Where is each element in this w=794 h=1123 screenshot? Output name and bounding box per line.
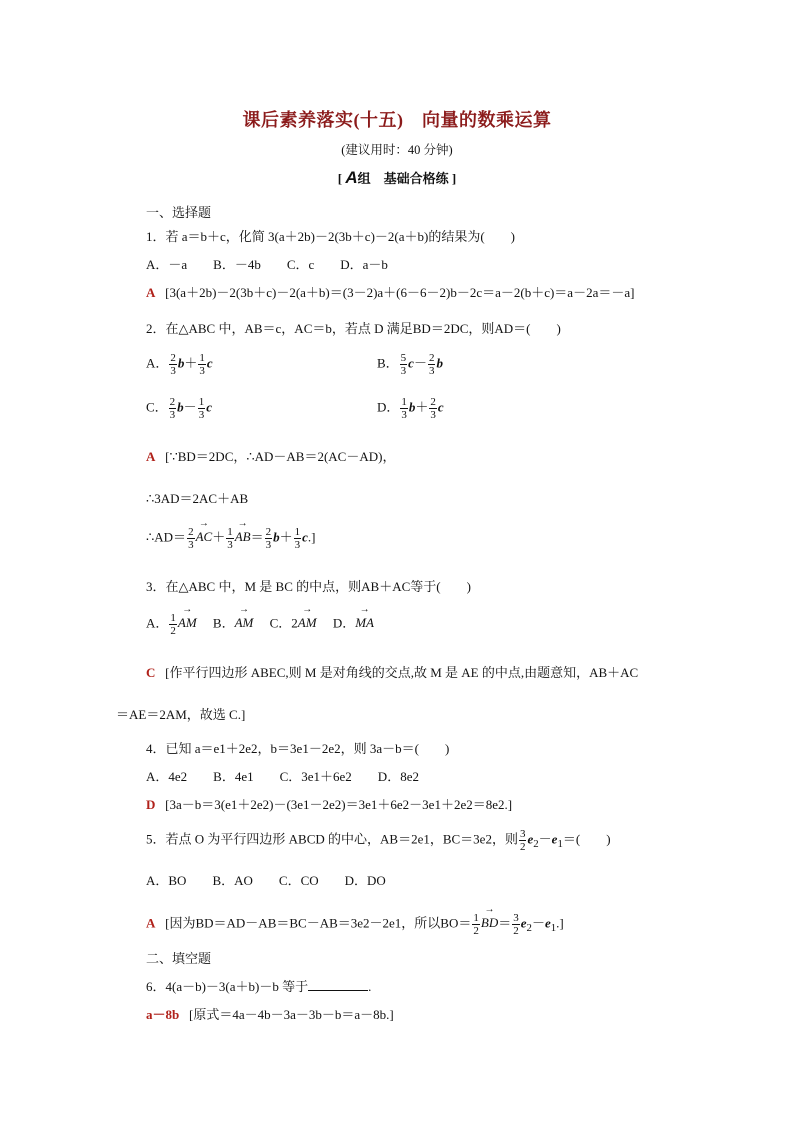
- page-title: 课后素养落实(十五) 向量的数乘运算: [242, 110, 552, 130]
- q3-options: A． $\frac{1}{2}$ → AM B．→ AM C．2→ AM D．→ MA: [146, 612, 374, 637]
- q4-options: A．4e2 B．4e1 C．3e1＋6e2 D．8e2: [146, 769, 419, 784]
- q2-option-b: B． $\frac{5}{3}$ c－ $\frac{2}{3}$ b: [377, 352, 443, 377]
- q4-stem: 4．已知 a＝e1＋2e2，b＝3e1－2e2，则 3a－b＝( ): [146, 741, 450, 756]
- q1-stem: 1．若 a＝b＋c，化简 3(a＋2b)－2(3b＋c)－2(a＋b)的结果为( ): [146, 229, 515, 244]
- q1-answer: A: [146, 285, 156, 300]
- q4-answer: D: [146, 797, 156, 812]
- q2-solution-line1: A [∵BD＝2DC，∴AD－AB＝2(AC－AD)，: [146, 449, 396, 464]
- section-choice: 一、选择题: [146, 205, 212, 220]
- group-heading: [ A组 基础合格练 ]: [337, 168, 457, 187]
- q5-solution: A [因为BD＝AD－AB＝BC－AB＝3e2－2e1，所以BO＝ $\frac{1}{2}$ → BD＝ $\frac{3}{2}$ $e_2-e_1$.]: [146, 912, 564, 937]
- q5-answer: A: [146, 915, 156, 931]
- group-label: 组 基础合格练: [357, 171, 449, 186]
- q2-answer: A: [146, 449, 156, 464]
- q1-solution: [146, 282, 634, 301]
- q2-option-d: D． $\frac{1}{3}$ b＋ $\frac{2}{3}$ c: [377, 396, 444, 421]
- suggested-time: (建议用时：40 分钟): [341, 143, 453, 157]
- q2-solution-line3: ∴AD＝ $\frac{2}{3}$ → AC＋ $\frac{1}{3}$ → AB＝ $\frac{2}{3}$ b＋ $\frac{1}{3}$ c.]: [146, 526, 316, 551]
- q2-option-c: C． $\frac{2}{3}$ b－ $\frac{1}{3}$ c: [146, 396, 212, 421]
- q2-stem: 2．在△ABC 中，AB＝c，AC＝b，若点 D 满足BD＝2DC，则AD＝( ): [146, 321, 561, 336]
- q3-solution-line2: ＝AE＝2AM，故选 C.]: [116, 707, 246, 722]
- q1-options: A．－a B．－4b C．c D．a－b: [146, 257, 388, 272]
- q5-stem: 5．若点 O 为平行四边形 ABCD 的中心，AB＝2e1，BC＝3e2，则 $\frac{3}{2}$ $e_2-e_1=$( ): [146, 828, 611, 853]
- q6-answer-blank[interactable]: [308, 990, 368, 991]
- q6-answer: a－8b: [146, 1007, 180, 1022]
- q5-options: A．BO B．AO C．CO D．DO: [146, 873, 386, 888]
- q3-answer: C: [146, 665, 156, 680]
- q1-solution-text: [3(a＋2b)－2(3b＋c)－2(a＋b)＝(3－2)a＋(6－6－2)b－2c＝a－2(b＋c)＝a－2a＝－a]: [165, 285, 635, 300]
- q6-solution: a－8b [原式＝4a－4b－3a－3b－b＝a－8b.]: [146, 1007, 394, 1022]
- group-mark: A: [345, 168, 358, 187]
- q4-solution: D [3a－b＝3(e1＋2e2)－(3e1－2e2)＝3e1＋6e2－3e1＋2e2＝8e2.]: [146, 797, 513, 812]
- section-fill: 二、填空题: [146, 951, 212, 966]
- q2-solution-line2: ∴3AD＝2AC＋AB: [146, 491, 249, 506]
- q3-solution-line1: C [作平行四边形 ABEC,则 M 是对角线的交点,故 M 是 AE 的中点,由题意知，AB＋AC: [146, 665, 639, 680]
- q2-option-a: A． $\frac{2}{3}$ b＋ $\frac{1}{3}$ c: [146, 352, 213, 377]
- q3-stem: 3．在△ABC 中，M 是 BC 的中点，则AB＋AC等于( ): [146, 579, 471, 594]
- q6-stem: 6．4(a－b)－3(a＋b)－b 等于 .: [146, 979, 372, 994]
